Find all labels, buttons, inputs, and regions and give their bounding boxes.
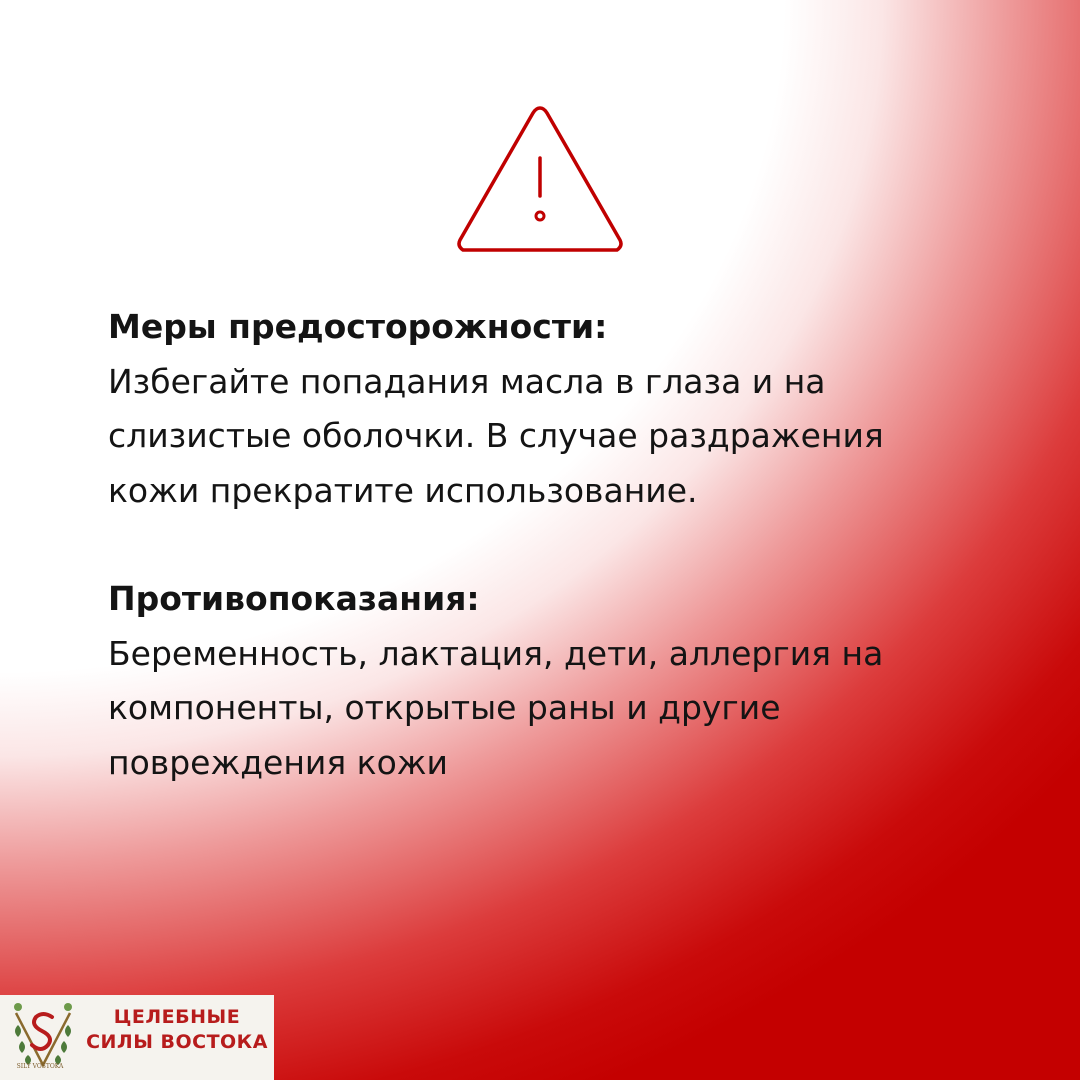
- spacer: [108, 518, 1008, 572]
- warning-triangle-icon: [452, 102, 628, 258]
- brand-name: [84, 1005, 270, 1055]
- contraindications-heading: Противопоказания:: [108, 579, 480, 618]
- brand-name-line1: ЦЕЛЕБНЫЕ: [113, 1006, 241, 1028]
- brand-name-line2: СИЛЫ ВОСТОКА: [86, 1031, 268, 1053]
- brand-logo: [0, 995, 274, 1080]
- precautions-heading: Меры предосторожности:: [108, 307, 608, 346]
- brand-caption: SILY VOSTOKA: [16, 1063, 64, 1070]
- contraindications-text: Беременность, лактация, дети, аллергия на компоненты, открытые раны и другие повреждения кожи: [108, 633, 884, 782]
- precautions-text: Избегайте попадания масла в глаза и на слизистые оболочки. В случае раздражения кожи прекратите использование.: [108, 361, 884, 510]
- text-block: [108, 300, 1008, 790]
